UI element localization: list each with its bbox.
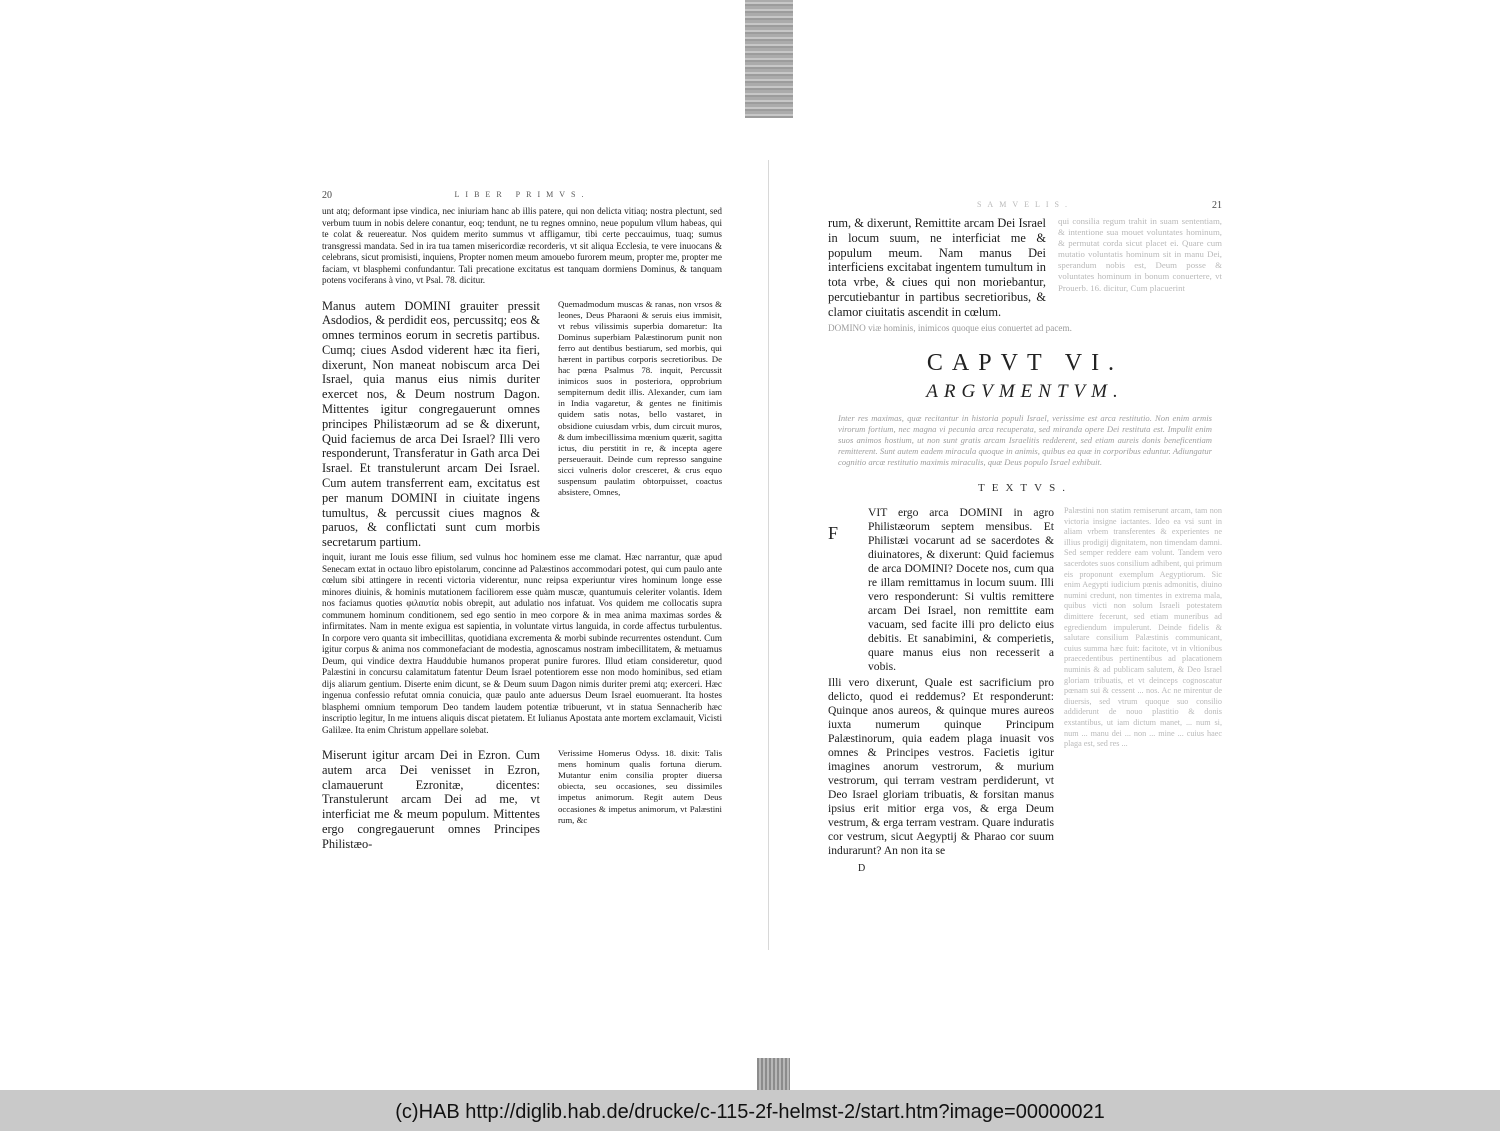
chapter-title: CAPVT VI. xyxy=(926,350,1124,377)
signature-mark xyxy=(858,858,1222,876)
right-top-scripture: rum, & dixerunt, Remittite arcam Dei Israel in locum suum, ne interficiat me & populum meum. Nam manus Dei interficiens excitabat ingentem tumultum in tota vrbe, & ciues qui non moriebantur, percutiebantur in partibus secretioribus, & clamor ciuitatis ascendit in cœlum. xyxy=(828,216,1046,319)
signature-letter: D xyxy=(858,863,866,875)
right-top-commentary: qui consilia regum trahit in suam sententiam, & intentione sua mouet voluntates hominum, & permutat corda sicut placet ei. Quare cum mutatio voluntatis hominum sit in manu Dei, sperandum nobis est, Deum posse & voluntates hominum in bonum conuertere, vt Prouerb. 16. dicitur, Cum placuerint xyxy=(1058,216,1222,293)
right-main-continuation: Illi vero dixerunt, Quale est sacrificium pro delicto, quod ei reddemus? Et responderunt: Quinque anos aureos, & quinque mures aureos iuxta numerum quinque Principum Palæstinorum, quia eadem plaga inuasit vos omnes & Principes vestros. Facietis igitur imagines anorum vestrorum, & murium vestrorum, qui terram vestram perdiderunt, vt Deo Israel gloriam tribuatis, & forsitan manus ipsius erit mitior erga vos, & erga Deum vestrum, & erga terram vestram. Quare induratis cor vestrum, sicut Aegyptij & Pharao cor suum indurarunt? An non ita se xyxy=(828,676,1054,858)
right-main-block xyxy=(828,506,1222,858)
right-main-column xyxy=(828,506,1054,858)
right-running-head xyxy=(828,200,1222,214)
left-commentary-continued: inquit, iurant me Iouis esse filium, sed vulnus hoc hominem esse me clamat. Hæc narrantur, quæ apud Senecam extat in octauo libro epistolarum, concinne ad Palæstinos accommodari potest, qui cum paulo ante cœlum sibi attingere in recenti victoria viderentur, nunc reipsa experiuntur vires hominum longe esse minores diuinis, & hominis mutationem faciliorem esse quàm muscæ, quantumuis celeriter volantis. Idem nos faciamus quoties φιλαυτία nobis obrepit, aut adulatio nos infatuat. Vos quidem me collocatis supra communem hominum conditionem, sed ego sentio in meo corpore & in mea anima maximas sordes & infirmitates. Nam in mente exigua est sapientia, in voluntate virtus languida, in corde affectus turbulentus. In corpore vero quanta sit imbecillitas, quotidiana excrementa & morbi subinde recurrentes ostendunt. Cum igitur corpus & anima nos commonefaciant de modestia, agnoscamus nostram imbecillitatem, & metuamus Deum, qui vindice dextra Hauddubie humanos properat punire furores. Illud etiam consideretur, quod Palæstini in concursu calamitatum fatentur Deum Israel potentiorem esse non modo hominibus, sed etiam dijs aliarum gentium. Diserte enim dicunt, se & Deum suum Dagon nimis duriter premi atq; exerceri. Hæc ingenua confessio refutat omnia conuicia, quæ paulo ante aduersus Deum Israel euomuerant. Ita hostes blasphemi omnium temporum Deo tandem laudem potentiæ tribuerunt, vt in statua Sennacherib hæc inscriptio legitur, In me intuens aliquis discat pietatem. Et Iulianus Apostata ante mortem exclamauit, Vicisti Galilæe. Ita enim Christum appellare solebat. xyxy=(322,552,722,735)
spine-shadow-top xyxy=(745,0,793,118)
left-running-head xyxy=(322,190,722,204)
argumentum-heading: ARGVMENTVM. xyxy=(926,381,1124,403)
left-commentary-1: Quemadmodum muscas & ranas, non vrsos & leones, Deus Pharaoni & seruis eius immisit, vt rebus vilissimis superbia domaretur: Ita Dominus superbiam Palæstinorum punit non ferro aut dentibus bestiarum, sed morbis, qui hærent in partibus corporis secretioribus. De hac pœna Psalmus 78. inquit, Percussit inimicos suos in posteriora, opprobrium sempiternum dedit illis. Alexander, cum iam in India vagaretur, & gentes ne finitimis quidem satis notas, bello vastaret, in obsidione cuiusdam vrbis, dum circuit muros, & dum imbecillissima mœnium quærit, sagitta ictus, diu perstitit in re, & incepta agere perseuerauit. Deinde cum represso sanguine sicci vulneris dolor cresceret, & crus equo suspensum paulatim obtorpuisset, coactus absistere, Omnes, xyxy=(558,298,722,498)
left-intro-text: unt atq; deformant ipse vindica, nec iniuriam hanc ab illis patere, qui non delicta vitiaq; nostra plectunt, sed verbum tuum in nobis delere conantur, eoq; tendunt, ne tu regnes omnino, neue populum vllum habeas, qui te colat & reuereatur. Nos quidem merito summus vt affligamur, tibi certe peccauimus, tuaq; sumus transgressi mandata. Sed in ira tua tamen misericordiæ recorderis, vt sit aliqua Ecclesia, te vere inuocans & celebrans, sicut promisisti, inquiens, Propter nomen meum amouebo furorem meum, propter me, propter me faciam, vt blasphemi confundantur. Tali precatione excitatus est tanquam dormiens Dominus, & tanquam potens vociferans à vino, vt Psal. 78. dicitur. xyxy=(322,206,722,285)
left-running-head-text: LIBER PRIMVS. xyxy=(454,190,590,199)
right-main-lead: VIT ergo arca DOMINI in agro Philistæorum septem mensibus. Et Philistæi vocarunt ad se sacerdotes & diuinatores, & dixerunt: Quid faciemus de arca DOMINI? Docete nos, cum qua re illam remittamus in locum suum. Illi vero responderunt: Si vultis remittere arcam Dei Israel, non remittite eam vacuam, sed facite illi pro delicto eius debitis. Et sanabimini, & comperietis, quare manus eius non recesserit a vobis. xyxy=(868,506,1054,674)
left-scripture-paragraph-2: Miserunt igitur arcam Dei in Ezron. Cum autem arca Dei venisset in Ezron, clamauerunt Ezronitæ, dicentes: Transtulerunt arcam Dei ad me, vt interficiat me & meum populum. Mittentes ergo congregauerunt omnes Principes Philistæo- xyxy=(322,748,540,851)
drop-initial-box xyxy=(828,506,868,674)
right-side-commentary: Palæstini non statim remiserunt arcam, tam non victoria insigne iactantes. Ideo ea vsi sunt in aliam vrbem transferentes & experientes ne illius prodigij dignitatem, non timendam damni. Sed semper reddere eam volunt. Tandem vero sacerdotes suos consilium adhibent, qui primum eis proponunt exemplum Aegyptiorum. Sic enim Aegypti iudicium pœnis admonitis, diuino numini credunt, non timentes in extrema mala, quibus victi non solum Israeli potestatem dimittere fecerunt, sed etiam muneribus ad egrediendum impulerunt. Deinde fidelis & salutare consilium Palæstinis communicant, cuius summa hæc fuit: facitote, vt in vltionibus praecedentibus pertinentibus ad placationem numinis & ad publicam salutem, & Deo Israel gloriam tribuatis, et vt deinceps cognoscatur pœnam sui & cessent ... nos. Ac ne mirentur de diuersis, sed vtrum quoque suo consilio addiderunt de nouo plastitio & donis exstantibus, ut iam dictum manet, ... num si, num ... manu dei ... non ... mine ... cuius haec plaga est, sed res ... xyxy=(1064,506,1222,749)
chapter-argument: Inter res maximas, quæ recitantur in historia populi Israel, verissime est arca restitutio. Non enim armis virorum fortium, nec magna vi pecunia arca recuperata, sed miranda opere Dei restituta est. Impulit enim suos animos hostium, ut non sunt gratis arcam Israelitis redderent, sed etiam aureis donis beneficentiam remitterent. Sunt autem eadem miracula quoque in animis, quibus ea quæ in corporibus eduntur. Adiungatur cognitio arcæ restitutio maximis miraculis, quæ Deus populo Israel exhibuit. xyxy=(838,413,1212,468)
right-folio: 21 xyxy=(1212,200,1222,211)
credit-text: (c)HAB http://diglib.hab.de/drucke/c-115-2f-helmst-2/start.htm?image=00000021 xyxy=(395,1101,1105,1123)
right-page xyxy=(828,200,1222,876)
spine-shadow-bottom xyxy=(757,1058,790,1090)
left-two-column-block-1 xyxy=(322,299,722,551)
left-page xyxy=(322,190,722,852)
left-folio: 20 xyxy=(322,190,332,201)
right-top-block xyxy=(828,216,1222,320)
right-running-head-text: SAMVELIS. xyxy=(976,200,1073,209)
left-scripture-paragraph-1: Manus autem DOMINI grauiter pressit Asdodios, & perdidit eos, percussitq; eos & omnes terminos eorum in secretis partibus. Cumq; ciues Asdod viderent hæc ita fieri, dixerunt, Non maneat nobiscum arca Dei Israel, quia manus eius nimis duriter exercet nos, & Deum nostrum Dagon. Mittentes igitur congregauerunt omnes principes Philistæorum ad se & dixerunt, Quid faciemus de arca Dei Israel? Illi vero responderunt, Transferatur in Gath arca Dei Israel. Et transtulerunt arcam Dei Israel. Cum autem transferrent eam, excitatus est per manum DOMINI in ciuitate ingens tumultus, & percussit ciues magnos & paruos, & conflictati sunt cum morbis secretarum partium. xyxy=(322,298,540,550)
right-opening xyxy=(828,506,1054,674)
drop-initial: F xyxy=(828,523,839,544)
right-top-line: DOMINO viæ hominis, inimicos quoque eius conuertet ad pacem. xyxy=(828,322,1072,333)
gutter-line xyxy=(768,160,769,950)
left-commentary-2: Verissime Homerus Odyss. 18. dixit: Talis mens hominum qualis fortuna dierum. Mutantur enim consilia propter diuersa obiecta, seu occasiones, seu dissimiles impetus animorum. Regit autem Deus occasiones & impetus animorum, vt Palæstini rum, &c xyxy=(558,748,722,825)
left-two-column-block-2 xyxy=(322,748,722,852)
textus-heading: TEXTVS. xyxy=(978,482,1072,495)
